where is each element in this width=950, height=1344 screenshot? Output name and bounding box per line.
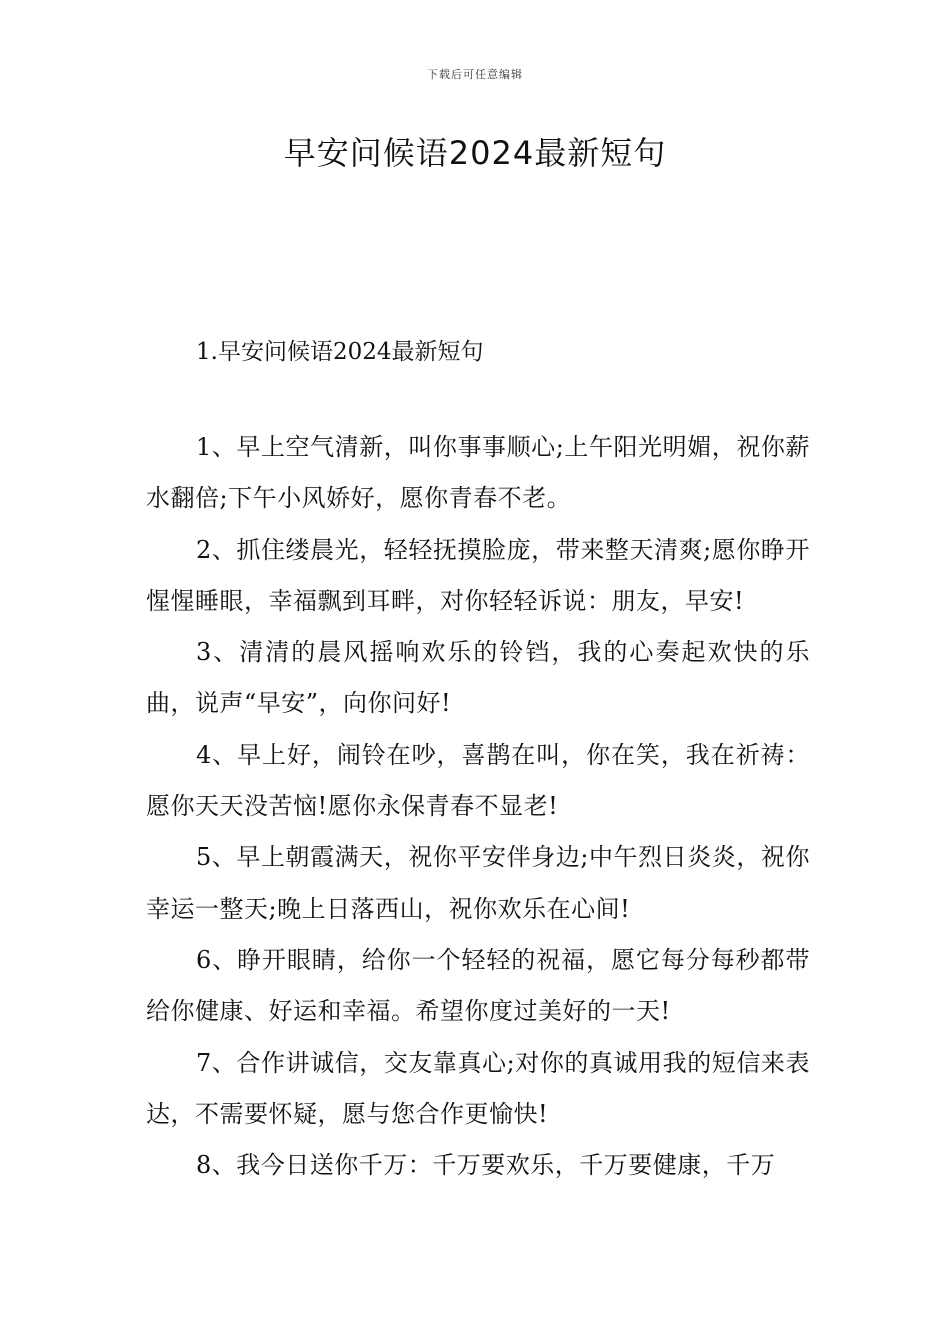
greeting-paragraph-7: 7、合作讲诚信，交友靠真心;对你的真诚用我的短信来表达，不需要怀疑，愿与您合作更愉快! — [146, 1048, 810, 1128]
greeting-paragraph-8: 8、我今日送你千万：千万要欢乐，千万要健康，千万 — [196, 1151, 776, 1180]
greeting-paragraph-5: 5、早上朝霞满天，祝你平安伴身边;中午烈日炎炎，祝你幸运一整天;晚上日落西山，祝你欢乐在心间! — [146, 843, 810, 923]
greeting-paragraph-6: 6、睁开眼睛，给你一个轻轻的祝福，愿它每分每秒都带给你健康、好运和幸福。希望你度过美好的一天! — [146, 945, 810, 1026]
section-heading: 1.早安问候语2024最新短句 — [196, 339, 484, 365]
greeting-paragraph-3: 3、清清的晨风摇响欢乐的铃铛，我的心奏起欢快的乐曲，说声“早安”，向你问好! — [146, 638, 810, 718]
page-header-note: 下载后可任意编辑 — [427, 68, 523, 81]
document-body — [146, 422, 810, 1191]
greeting-paragraph-2: 2、抓住缕晨光，轻轻抚摸脸庞，带来整天清爽;愿你睁开惺惺睡眼，幸福飘到耳畔，对你轻轻诉说：朋友，早安! — [146, 535, 810, 615]
greeting-paragraph-4: 4、早上好，闹铃在吵，喜鹊在叫，你在笑，我在祈祷：愿你天天没苦恼!愿你永保青春不显老! — [146, 740, 810, 821]
greeting-paragraph-1: 1、早上空气清新，叫你事事顺心;上午阳光明媚，祝你薪水翻倍;下午小风娇好，愿你青春不老。 — [146, 433, 810, 513]
document-title: 早安问候语2024最新短句 — [283, 134, 667, 172]
